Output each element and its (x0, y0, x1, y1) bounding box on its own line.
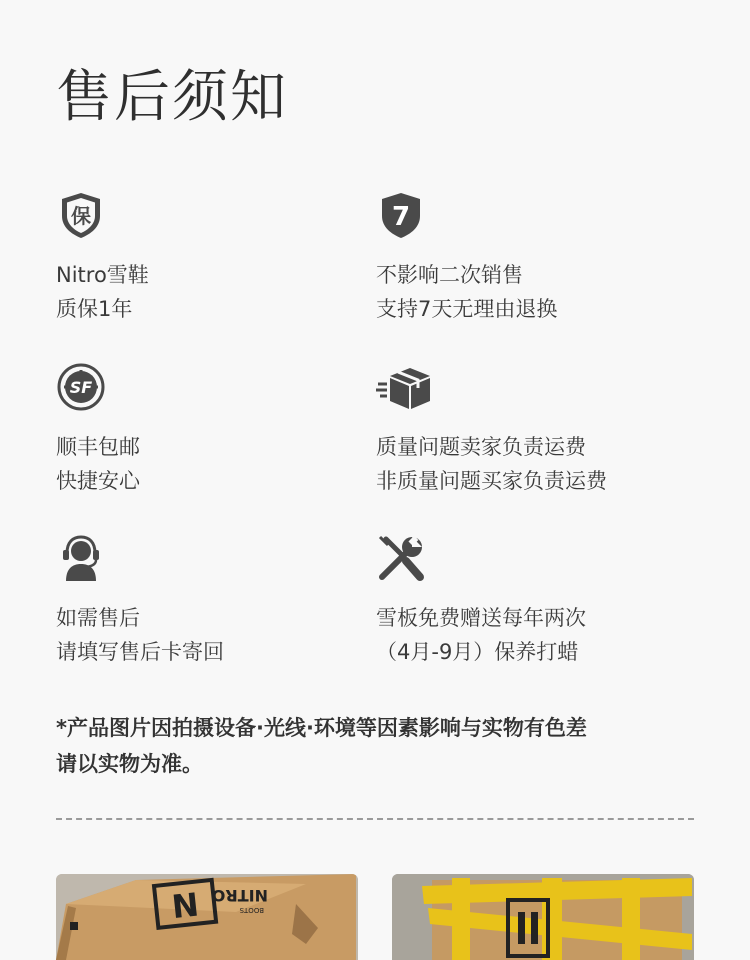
feature-after-sales-card (56, 533, 356, 669)
svg-text:BOOTS: BOOTS (239, 906, 264, 914)
feature-line-1: 如需售后 (56, 606, 140, 630)
shipping-box-photo (56, 874, 358, 960)
page-title: 售后须知 (56, 65, 288, 130)
svg-text:N: N (169, 885, 201, 927)
seven-day-shield-icon (376, 190, 426, 240)
feature-shipping-fee (376, 362, 676, 498)
feature-line-2: 非质量问题买家负责运费 (376, 469, 607, 493)
feature-seven-day-return (376, 190, 676, 326)
disclaimer-line-2: 请以实物为准。 (56, 752, 203, 776)
tools-wrench-screwdriver-icon (376, 533, 426, 583)
sf-express-icon (56, 362, 106, 412)
svg-text:SF: SF (69, 378, 93, 397)
disclaimer-line-1: *产品图片因拍摄设备·光线·环境等因素影响与实物有色差 (56, 716, 587, 740)
feature-line-2: 支持7天无理由退换 (376, 297, 558, 321)
feature-line-1: 雪板免费赠送每年两次 (376, 606, 586, 630)
dashed-divider (56, 818, 694, 820)
warranty-shield-icon (56, 190, 106, 240)
feature-line-2: 质保1年 (56, 297, 133, 321)
feature-sf-express (56, 362, 356, 498)
shipping-box-icon (376, 362, 432, 412)
feature-line-2: （4月-9月）保养打蜡 (376, 640, 579, 664)
feature-line-1: 不影响二次销售 (376, 263, 523, 287)
svg-text:保: 保 (71, 204, 91, 228)
customer-service-headset-icon (56, 533, 106, 583)
feature-line-1: 质量问题卖家负责运费 (376, 435, 586, 459)
svg-text:NITRO: NITRO (211, 886, 268, 905)
svg-text:7: 7 (391, 202, 411, 232)
feature-warranty (56, 190, 356, 326)
feature-line-2: 请填写售后卡寄回 (56, 640, 224, 664)
taped-box-photo (392, 874, 694, 960)
color-disclaimer (56, 710, 706, 782)
feature-waxing-service (376, 533, 676, 669)
feature-line-1: 顺丰包邮 (56, 435, 140, 459)
feature-line-2: 快捷安心 (56, 469, 140, 493)
feature-line-1: Nitro雪鞋 (56, 263, 149, 287)
